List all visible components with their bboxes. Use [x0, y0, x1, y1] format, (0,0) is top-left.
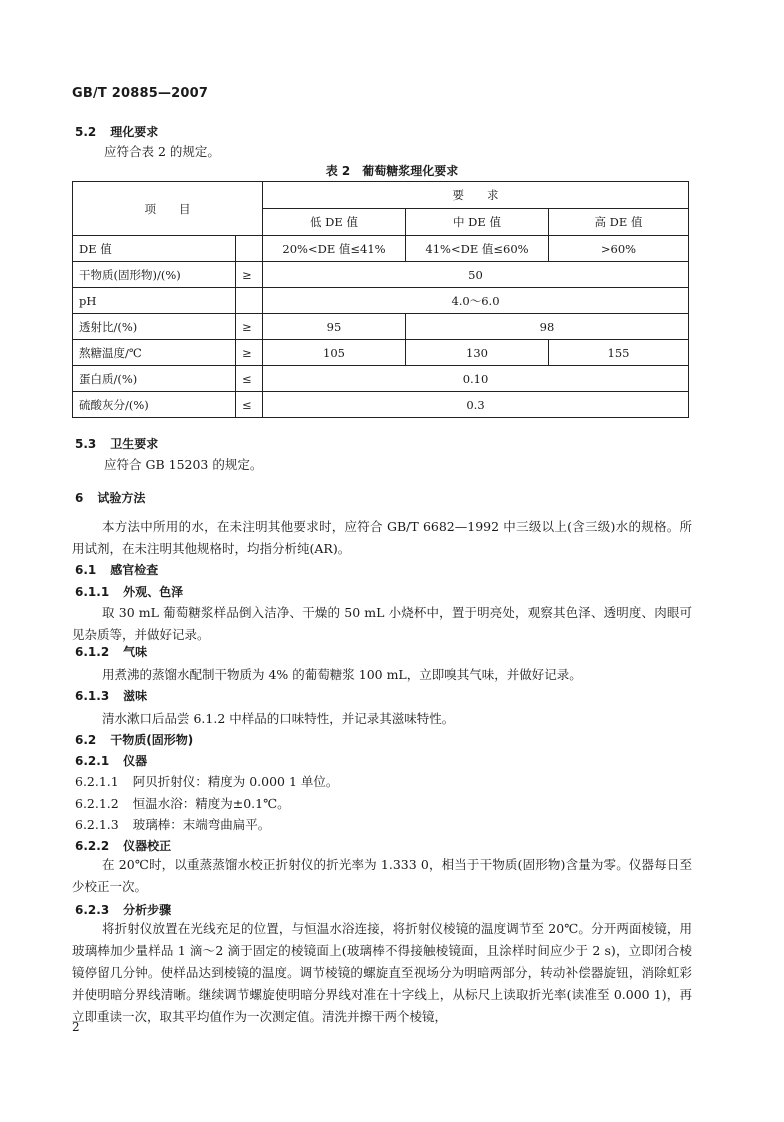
section-number: 6.1.2 — [75, 645, 110, 659]
row-label: pH — [73, 288, 236, 314]
section-number: 6.2.1.3 — [75, 817, 119, 832]
section-6-1-3-body: 清水漱口后品尝 6.1.2 中样品的口味特性，并记录其滋味特性。 — [102, 711, 455, 726]
section-6-1-heading — [75, 562, 158, 578]
table-row — [73, 392, 689, 418]
table-row — [73, 366, 689, 392]
section-5-3-heading — [75, 436, 158, 452]
row-symbol — [236, 288, 263, 314]
row-label: 透射比/(%) — [73, 314, 236, 340]
cell-high: 155 — [549, 340, 689, 366]
section-title: 外观、色泽 — [123, 585, 184, 599]
section-title: 试验方法 — [97, 491, 146, 505]
section-number: 6.2.2 — [75, 839, 110, 853]
cell-all: 4.0～6.0 — [263, 288, 689, 314]
standard-code: GB/T 20885—2007 — [72, 86, 209, 101]
table-row — [73, 340, 689, 366]
section-6-1-2-heading — [75, 644, 147, 660]
cell-high: >60% — [549, 236, 689, 262]
header-low-de: 低 DE 值 — [263, 209, 406, 236]
section-5-3-body: 应符合 GB 15203 的规定。 — [104, 457, 263, 472]
row-symbol: ≤ — [236, 392, 263, 418]
item-text: 玻璃棒：末端弯曲扁平。 — [132, 817, 271, 832]
row-symbol: ≥ — [236, 262, 263, 288]
section-title: 理化要求 — [110, 125, 159, 139]
cell-all: 0.3 — [263, 392, 689, 418]
section-6-2-1-heading — [75, 753, 147, 769]
section-number: 6.2.1 — [75, 754, 110, 768]
table-row — [73, 262, 689, 288]
cell-mid: 41%<DE 值≤60% — [406, 236, 549, 262]
header-mid-de: 中 DE 值 — [406, 209, 549, 236]
section-title: 分析步骤 — [123, 903, 172, 917]
physicochemical-table — [72, 181, 689, 418]
section-6-1-1-body: 取 30 mL 葡萄糖浆样品倒入洁净、干燥的 50 mL 小烧杯中，置于明亮处，观察其色泽、透明度、肉眼可见杂质等，并做好记录。 — [72, 605, 692, 642]
row-label: DE 值 — [73, 236, 236, 262]
row-label: 硫酸灰分/(%) — [73, 392, 236, 418]
section-6-heading — [75, 490, 145, 506]
cell-low: 95 — [263, 314, 406, 340]
section-6-2-1-3 — [75, 817, 270, 833]
section-title: 卫生要求 — [110, 437, 159, 451]
table-row — [73, 314, 689, 340]
section-6-2-2-heading — [75, 838, 171, 854]
section-number: 6 — [75, 491, 84, 505]
section-6-1-1-heading — [75, 584, 183, 600]
section-number: 6.2.1.1 — [75, 774, 119, 789]
section-title: 滋味 — [123, 689, 148, 703]
section-number: 5.2 — [75, 125, 97, 139]
section-5-2-heading — [75, 124, 158, 140]
section-number: 5.3 — [75, 437, 97, 451]
row-symbol: ≤ — [236, 366, 263, 392]
row-label: 干物质(固形物)/(%) — [73, 262, 236, 288]
cell-mid: 130 — [406, 340, 549, 366]
section-6-2-2-body: 在 20℃时，以重蒸蒸馏水校正折射仪的折光率为 1.333 0，相当于干物质(固形物)含量为零。仪器每日至少校正一次。 — [72, 857, 692, 894]
section-number: 6.1 — [75, 563, 97, 577]
row-symbol: ≥ — [236, 314, 263, 340]
cell-all: 0.10 — [263, 366, 689, 392]
item-text: 阿贝折射仪：精度为 0.000 1 单位。 — [132, 774, 339, 789]
table-caption — [0, 162, 784, 179]
section-5-2-body: 应符合表 2 的规定。 — [104, 144, 220, 159]
section-title: 气味 — [123, 645, 148, 659]
section-6-2-3-heading — [75, 902, 171, 918]
section-6-2-heading — [75, 732, 193, 748]
section-title: 感官检查 — [110, 563, 159, 577]
section-6-1-2-body: 用煮沸的蒸馏水配制干物质为 4% 的葡萄糖浆 100 mL，立即嗅其气味，并做好记录。 — [102, 667, 582, 682]
item-text: 恒温水浴：精度为±0.1℃。 — [132, 796, 290, 811]
header-item: 项 目 — [73, 182, 263, 236]
row-label: 熬糖温度/℃ — [73, 340, 236, 366]
section-6-2-3-body: 将折射仪放置在光线充足的位置，与恒温水浴连接，将折射仪棱镜的温度调节至 20℃。分开两面棱镜，用玻璃棒加少量样品 1 滴～2 滴于固定的棱镜面上(玻璃棒不得接触棱镜面，且涂样时间应少于 2 s)，立即闭合棱镜停留几分钟。使样品达到棱镜的温度。调节棱镜的螺旋直至视场分为明暗两部分，转动补偿器旋钮，消除虹彩并使明暗分界线清晰。继续调节螺旋使明暗分界线对准在十字线上，从标尺上读取折光率(读准至 0.000 1)，再立即重读一次，取其平均值作为一次测定值。清洗并擦干两个棱镜， — [72, 921, 692, 1024]
section-number: 6.2 — [75, 733, 97, 747]
row-symbol — [236, 236, 263, 262]
row-label: 蛋白质/(%) — [73, 366, 236, 392]
section-number: 6.2.1.2 — [75, 796, 119, 811]
section-title: 仪器 — [123, 754, 148, 768]
cell-low: 20%<DE 值≤41% — [263, 236, 406, 262]
section-6-2-1-2 — [75, 796, 290, 812]
table-caption-number: 表 2 — [325, 164, 351, 178]
section-6-intro: 本方法中所用的水，在未注明其他要求时，应符合 GB/T 6682—1992 中三级以上(含三级)水的规格。所用试剂，在未注明其他规格时，均指分析纯(AR)。 — [72, 519, 692, 556]
cell-mid-high: 98 — [406, 314, 689, 340]
table-row — [73, 288, 689, 314]
cell-all: 50 — [263, 262, 689, 288]
section-number: 6.1.1 — [75, 585, 110, 599]
table-row — [73, 236, 689, 262]
section-title: 干物质(固形物) — [110, 733, 194, 747]
table-caption-title: 葡萄糖浆理化要求 — [362, 164, 459, 178]
section-6-2-1-1 — [75, 774, 338, 790]
cell-low: 105 — [263, 340, 406, 366]
page-number: 2 — [72, 1020, 80, 1034]
header-requirement: 要 求 — [263, 182, 689, 209]
row-symbol: ≥ — [236, 340, 263, 366]
section-number: 6.1.3 — [75, 689, 110, 703]
section-6-1-3-heading — [75, 688, 147, 704]
header-high-de: 高 DE 值 — [549, 209, 689, 236]
section-title: 仪器校正 — [123, 839, 172, 853]
section-number: 6.2.3 — [75, 903, 110, 917]
